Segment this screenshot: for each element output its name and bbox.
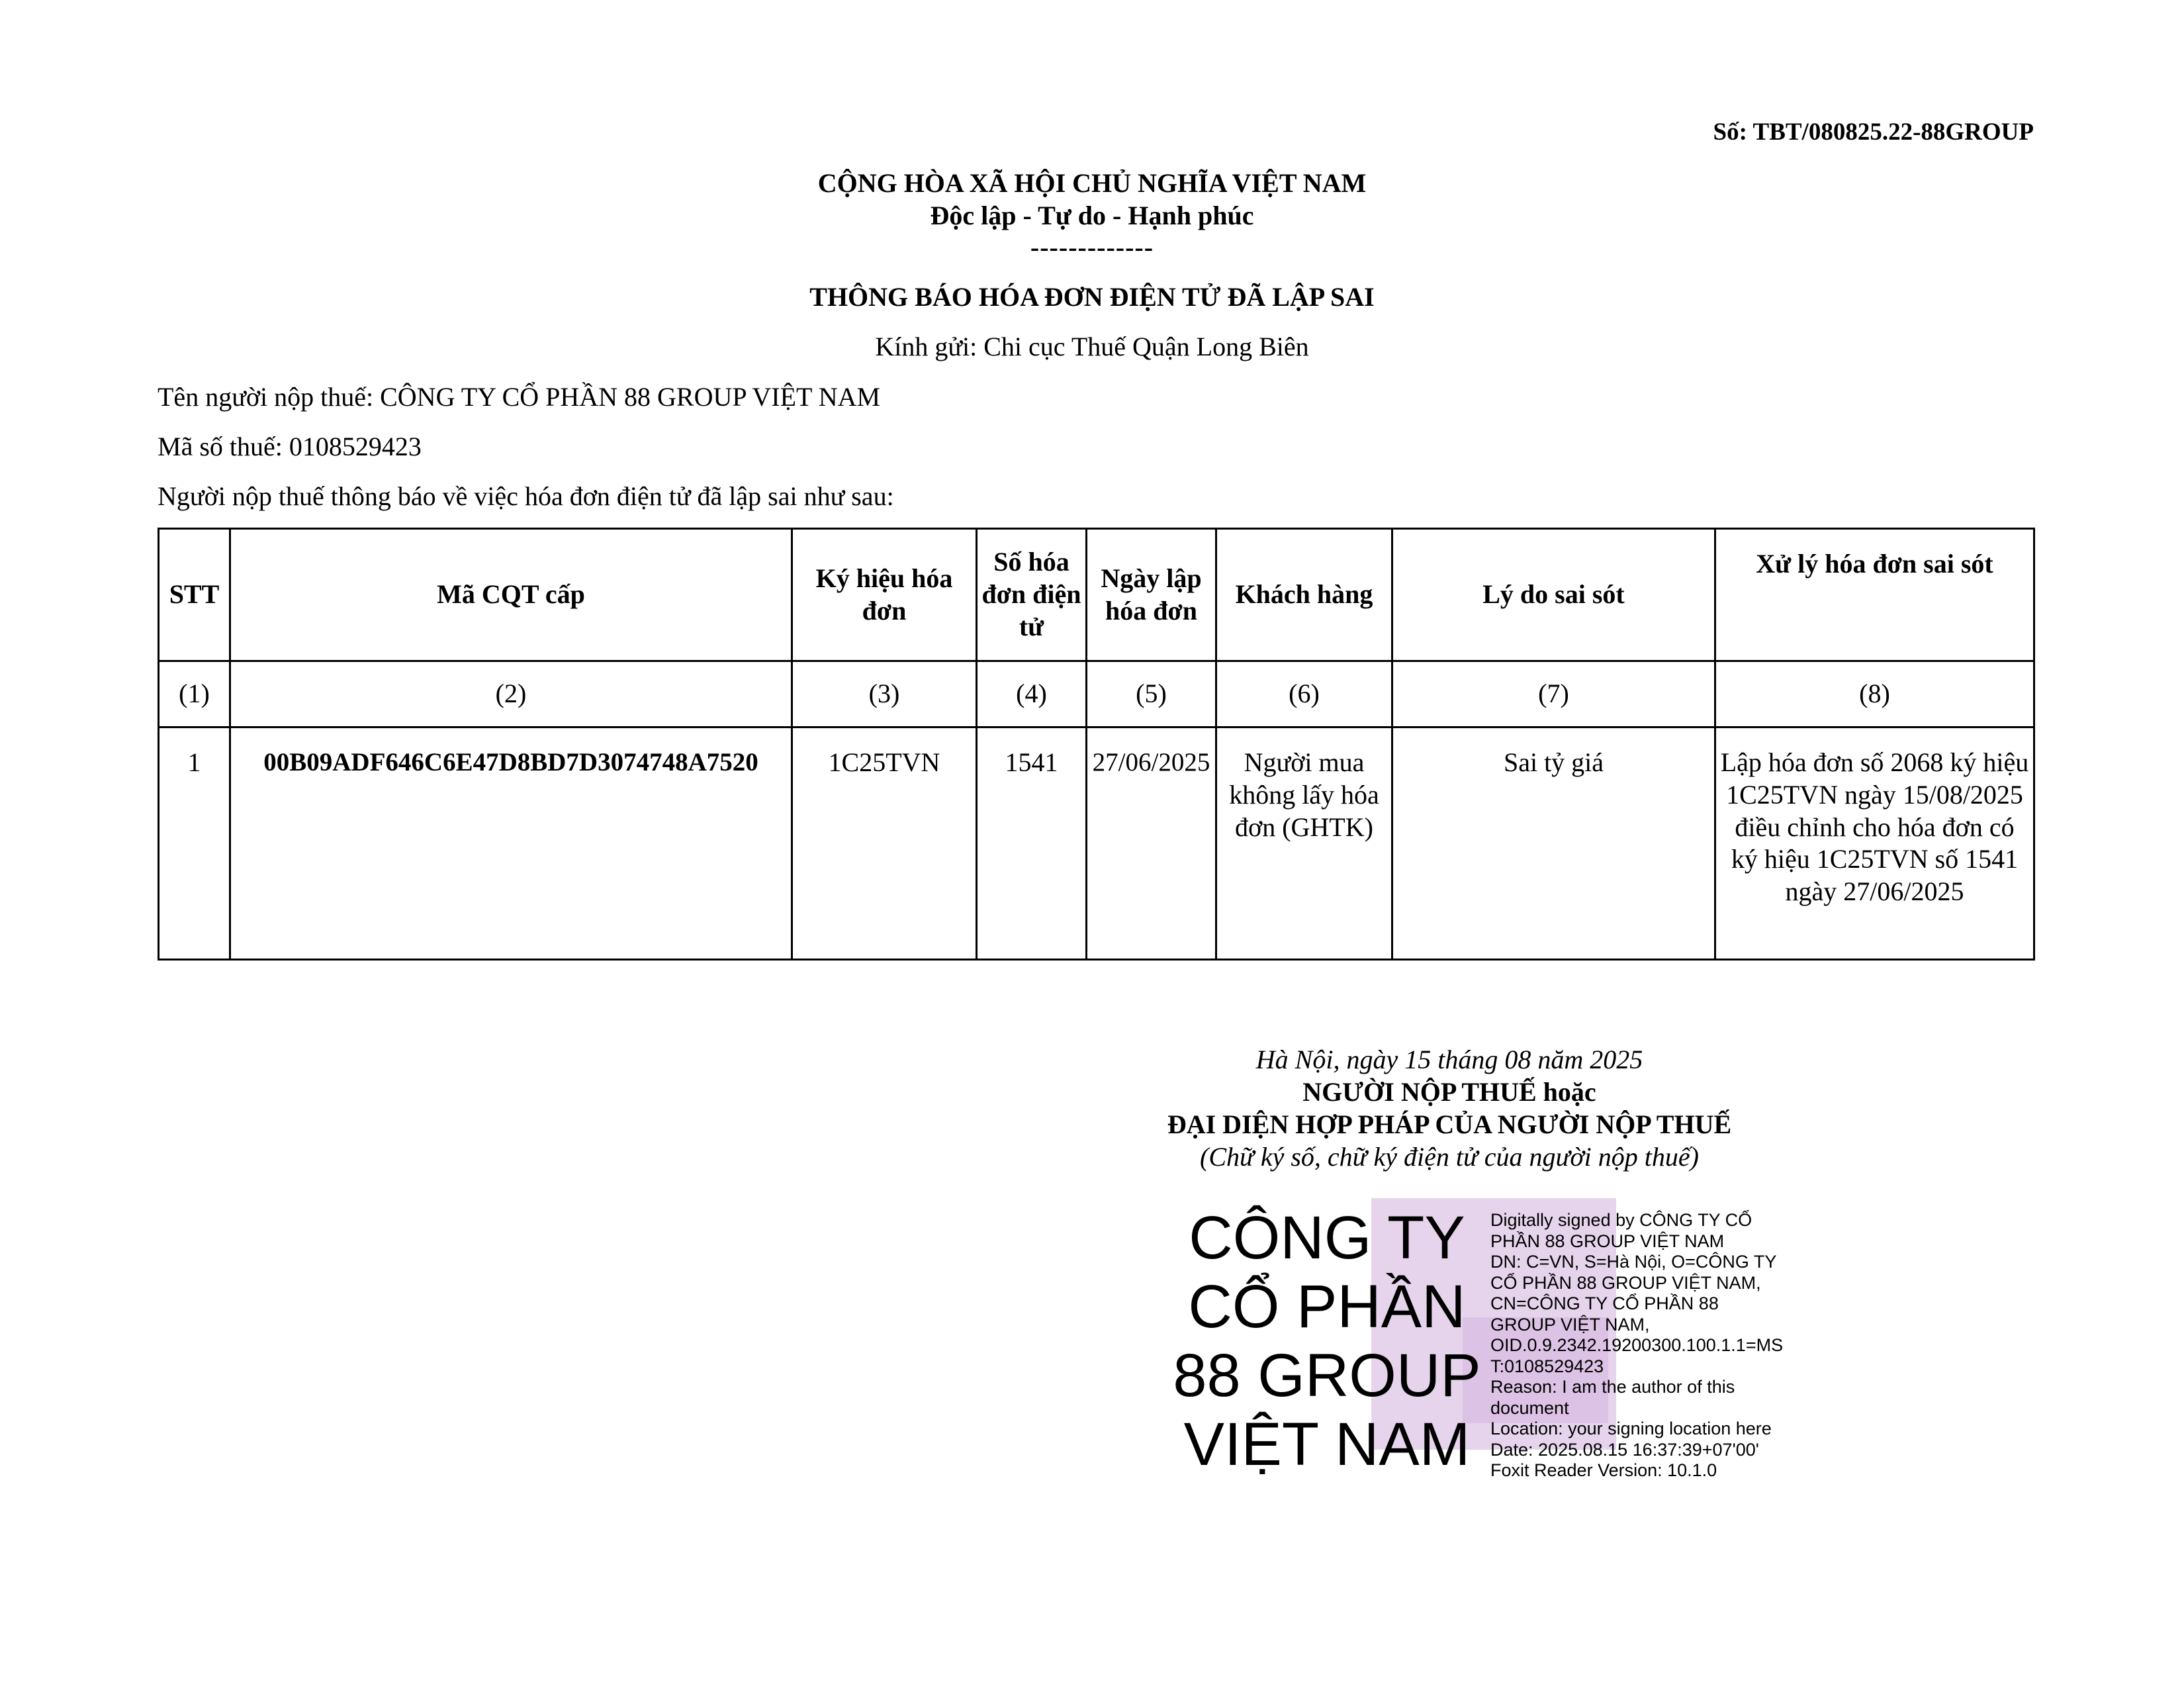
recipient-line: Kính gửi: Chi cục Thuế Quận Long Biên — [875, 332, 1309, 361]
place-date: Hà Nội, ngày 15 tháng 08 năm 2025 — [1255, 1045, 1643, 1074]
signature-info-line: Reason: I am the author of this — [1490, 1377, 1735, 1397]
national-motto: Độc lập - Tự do - Hạnh phúc — [930, 201, 1254, 230]
column-number: (5) — [1087, 661, 1216, 727]
separator-line: ------------- — [1030, 232, 1154, 262]
column-number: (4) — [977, 661, 1087, 727]
intro-text: Người nộp thuế thông báo về việc hóa đơn điện tử đã lập sai như sau: — [158, 481, 894, 511]
header-invoice-symbol: Ký hiệu hóa đơn — [792, 529, 977, 661]
row-action: Lập hóa đơn số 2068 ký hiệu 1C25TVN ngày 15/08/2025 điều chỉnh cho hóa đơn có ký hiệu 1C25TVN số 1541 ngày 27/06/2025 — [1715, 727, 2034, 960]
signature-note: (Chữ ký số, chữ ký điện tử của người nộp thuế) — [1200, 1142, 1699, 1172]
taxpayer-name: Tên người nộp thuế: CÔNG TY CỔ PHẦN 88 GROUP VIỆT NAM — [158, 382, 881, 412]
tax-code: Mã số thuế: 0108529423 — [158, 432, 422, 461]
header-action: Xử lý hóa đơn sai sót — [1715, 529, 2034, 661]
row-invoice-date: 27/06/2025 — [1087, 727, 1216, 960]
header-stt: STT — [159, 529, 230, 661]
signature-info-line: OID.0.9.2342.19200300.100.1.1=MS — [1490, 1335, 1784, 1355]
row-invoice-number: 1541 — [977, 727, 1087, 960]
signature-info-line: PHẦN 88 GROUP VIỆT NAM — [1490, 1231, 1725, 1251]
column-number: (1) — [159, 661, 230, 727]
table-header-row — [159, 529, 2034, 661]
column-number-row — [159, 661, 2034, 727]
header-reason: Lý do sai sót — [1392, 529, 1715, 661]
row-reason: Sai tỷ giá — [1392, 727, 1715, 960]
column-number: (2) — [230, 661, 792, 727]
header-cqt-code: Mã CQT cấp — [230, 529, 792, 661]
nation-title: CỘNG HÒA XÃ HỘI CHỦ NGHĨA VIỆT NAM — [817, 168, 1367, 198]
signature-info-line: CỔ PHẦN 88 GROUP VIỆT NAM, — [1490, 1272, 1761, 1293]
document-number: Số: TBT/080825.22-88GROUP — [1713, 118, 2034, 146]
digital-signature-info[interactable] — [1490, 1210, 1848, 1481]
signature-info-line: CN=CÔNG TY CỔ PHẦN 88 — [1490, 1293, 1719, 1313]
row-cqt-code: 00B09ADF646C6E47D8BD7D3074748A7520 — [230, 727, 792, 960]
column-number: (7) — [1392, 661, 1715, 727]
column-number: (6) — [1216, 661, 1392, 727]
signature-info-line: DN: C=VN, S=Hà Nội, O=CÔNG TY — [1490, 1252, 1777, 1272]
document-title: THÔNG BÁO HÓA ĐƠN ĐIỆN TỬ ĐÃ LẬP SAI — [809, 282, 1375, 312]
company-signature-line: 88 GROUP — [1173, 1342, 1481, 1409]
header-invoice-number: Số hóa đơn điện tử — [977, 529, 1087, 661]
row-customer: Người mua không lấy hóa đơn (GHTK) — [1216, 727, 1392, 960]
signature-info-line: Date: 2025.08.15 16:37:39+07'00' — [1490, 1439, 1759, 1460]
company-signature-line: CỔ PHẦN — [1188, 1273, 1466, 1340]
signature-info-line: Location: your signing location here — [1490, 1419, 1772, 1438]
signer-role-line2: ĐẠI DIỆN HỢP PHÁP CỦA NGƯỜI NỘP THUẾ — [1167, 1109, 1732, 1139]
signature-info-line: Foxit Reader Version: 10.1.0 — [1490, 1460, 1717, 1480]
signature-info-line: Digitally signed by CÔNG TY CỔ — [1490, 1210, 1752, 1230]
signature-info-line: GROUP VIỆT NAM, — [1490, 1314, 1650, 1335]
company-signature-line: CÔNG TY — [1189, 1204, 1465, 1272]
signature-info-line: T:0108529423 — [1490, 1356, 1604, 1376]
signer-role-line1: NGƯỜI NỘP THUẾ hoặc — [1302, 1077, 1596, 1107]
header-invoice-date: Ngày lập hóa đơn — [1087, 529, 1216, 661]
row-invoice-symbol: 1C25TVN — [792, 727, 977, 960]
company-signature-line: VIỆT NAM — [1183, 1411, 1471, 1478]
error-invoice-table — [158, 528, 2035, 961]
column-number: (8) — [1715, 661, 2034, 727]
column-number: (3) — [792, 661, 977, 727]
row-stt: 1 — [159, 727, 230, 960]
signature-info-line: document — [1490, 1397, 1569, 1418]
table-row — [159, 727, 2034, 960]
company-signature-name — [1142, 1203, 1512, 1479]
header-customer: Khách hàng — [1216, 529, 1392, 661]
